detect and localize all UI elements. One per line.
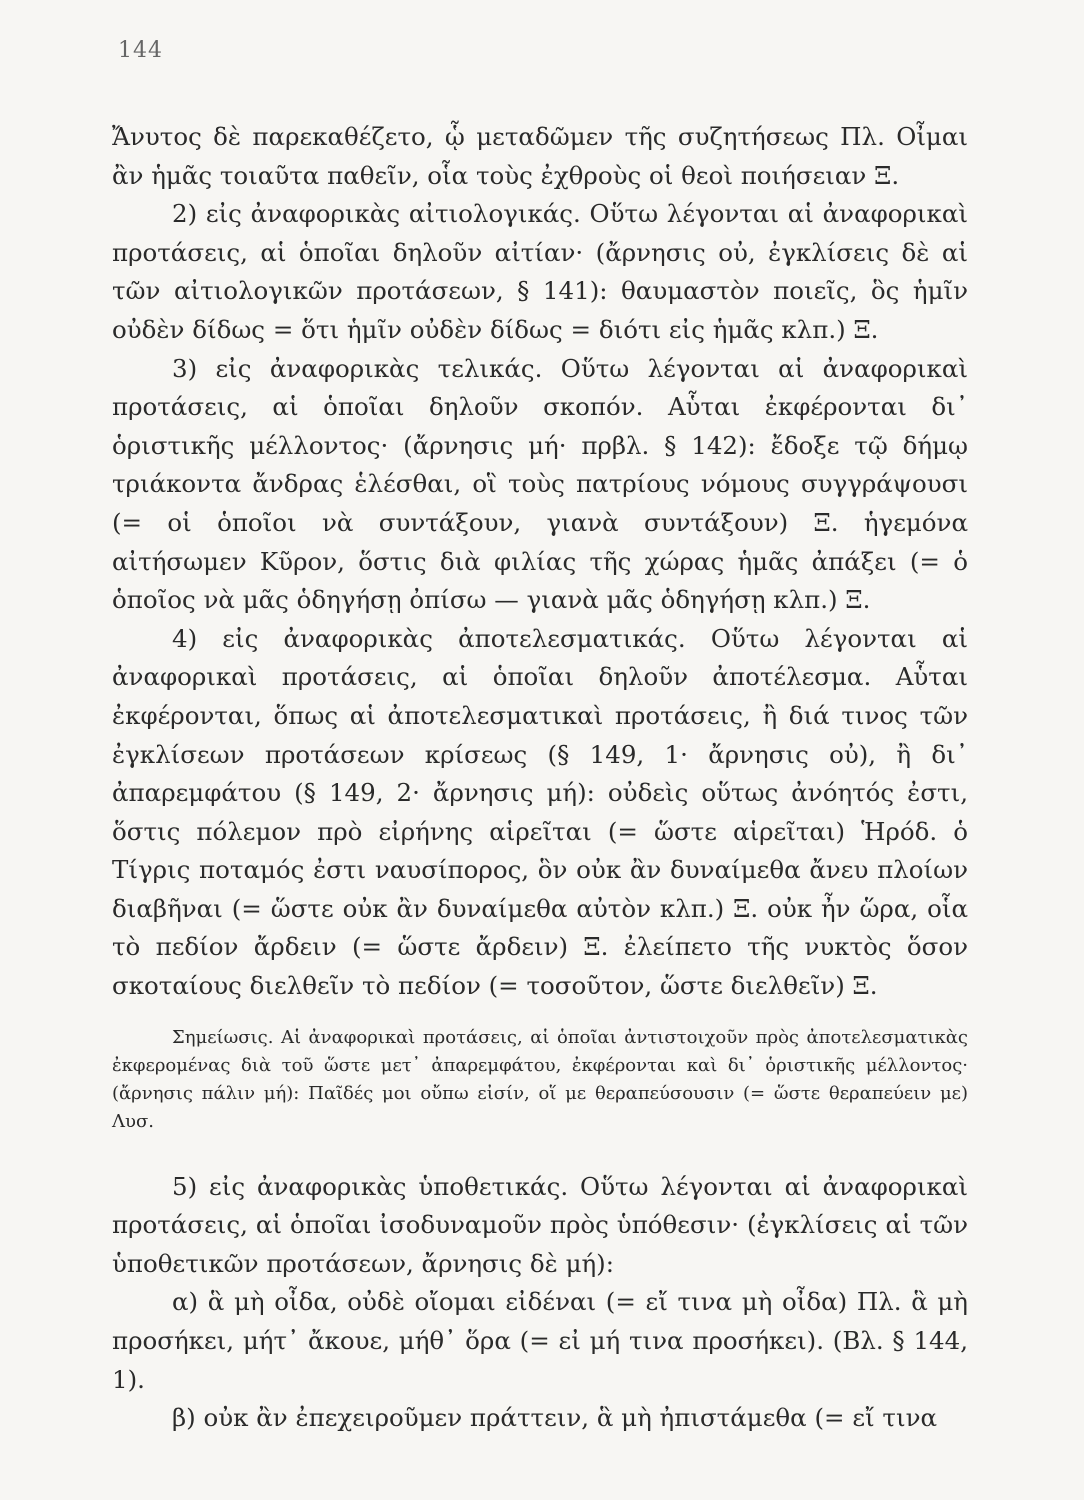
body-text (112, 118, 968, 1438)
paragraph-5b: β) οὐκ ἂν ἐπεχειροῦμεν πράττειν, ἃ μὴ ἠπιστάμεθα (= εἴ τινα (172, 1403, 938, 1433)
paragraph-5a: α) ἃ μὴ οἶδα, οὐδὲ οἴομαι εἰδέναι (= εἴ τινα μὴ οἶδα) Πλ. ἃ μὴ προσήκει, μήτ᾽ ἄκουε, μήθ᾽ ὅρα (= εἰ μή τινα προσήκει). (Βλ. § 144, 1). (112, 1287, 968, 1394)
paragraph-3-telikas: 3) εἰς ἀναφορικὰς τελικάς. Οὕτω λέγονται αἱ ἀναφορικαὶ προτάσεις, αἱ ὁποῖαι δηλοῦν σκοπόν. Αὗται ἐκφέρονται δι᾽ ὁριστικῆς μέλλοντος· (ἄρνησις μή· πρβλ. § 142): ἔδοξε τῷ δήμῳ τριάκοντα ἄνδρας ἑλέσθαι, οἳ τοὺς πατρίους νόμους συγγράψουσι (= οἱ ὁποῖοι νὰ συντάξουν, γιανὰ συντάξουν) Ξ. ἡγεμόνα αἰτήσωμεν Κῦρον, ὅστις διὰ φιλίας τῆς χώρας ἡμᾶς ἀπάξει (= ὁ ὁποῖος νὰ μᾶς ὁδηγήσῃ ὀπίσω — γιανὰ μᾶς ὁδηγήσῃ κλπ.) Ξ. (112, 353, 968, 615)
paragraph-2-aitiologikas: 2) εἰς ἀναφορικὰς αἰτιολογικάς. Οὕτω λέγονται αἱ ἀναφορικαὶ προτάσεις, αἱ ὁποῖαι δηλοῦν αἰτίαν· (ἄρνησις οὐ, ἐγκλίσεις δὲ αἱ τῶν αἰτιολογικῶν προτάσεων, § 141): θαυμαστὸν ποιεῖς, ὃς ἡμῖν οὐδὲν δίδως = ὅτι ἡμῖν οὐδὲν δίδως = διότι εἰς ἡμᾶς κλπ.) Ξ. (112, 199, 968, 344)
paragraph-5-ypothetikas: 5) εἰς ἀναφορικὰς ὑποθετικάς. Οὕτω λέγονται αἱ ἀναφορικαὶ προτάσεις, αἱ ὁποῖαι ἰσοδυναμοῦν πρὸς ὑπόθεσιν· (ἐγκλίσεις αἱ τῶν ὑποθετικῶν προτάσεων, ἄρνησις δὲ μή): (112, 1171, 968, 1278)
note-simeiosis: Σημείωσις. Αἱ ἀναφορικαὶ προτάσεις, αἱ ὁποῖαι ἀντιστοιχοῦν πρὸς ἀποτελεσματικὰς ἐκφερομένας διὰ τοῦ ὥστε μετ᾽ ἀπαρεμφάτου, ἐκφέρονται καὶ δι᾽ ὁριστικῆς μέλλοντος· (ἄρνησις πάλιν μή): Παῖδές μοι οὔπω εἰσίν, οἵ με θεραπεύσουσιν (= ὥστε θεραπεύειν με) Λυσ. (112, 1026, 968, 1132)
paragraph-4-apotelesmatikas: 4) εἰς ἀναφορικὰς ἀποτελεσματικάς. Οὕτω λέγονται αἱ ἀναφορικαὶ προτάσεις, αἱ ὁποῖαι δηλοῦν ἀποτέλεσμα. Αὗται ἐκφέρονται, ὅπως αἱ ἀποτελεσματικαὶ προτάσεις, ἢ διά τινος τῶν ἐγκλίσεων προτάσεων κρίσεως (§ 149, 1· ἄρνησις οὐ), ἢ δι᾽ ἀπαρεμφάτου (§ 149, 2· ἄρνησις μή): οὐδεὶς οὕτως ἀνόητός ἐστι, ὅστις πόλεμον πρὸ εἰρήνης αἱρεῖται (= ὥστε αἱρεῖται) Ἡρόδ. ὁ Τίγρις ποταμός ἐστι ναυσίπορος, ὃν οὐκ ἂν δυναίμεθα ἄνευ πλοίων διαβῆναι (= ὥστε οὐκ ἂν δυναίμεθα αὐτὸν κλπ.) Ξ. οὐκ ἦν ὥρα, οἷα τὸ πεδίον ἄρδειν (= ὥστε ἄρδειν) Ξ. ἐλείπετο τῆς νυκτὸς ὅσον σκοταίους διελθεῖν τὸ πεδίον (= τοσοῦτον, ὥστε διελθεῖν) Ξ. (112, 623, 968, 1001)
paragraph-anytos: Ἄνυτος δὲ παρεκαθέζετο, ᾧ μεταδῶμεν τῆς συζητήσεως Πλ. Οἶμαι ἂν ἡμᾶς τοιαῦτα παθεῖν, οἷα τοὺς ἐχθροὺς οἱ θεοὶ ποιήσειαν Ξ. (112, 122, 968, 190)
page-number: 144 (118, 38, 163, 63)
